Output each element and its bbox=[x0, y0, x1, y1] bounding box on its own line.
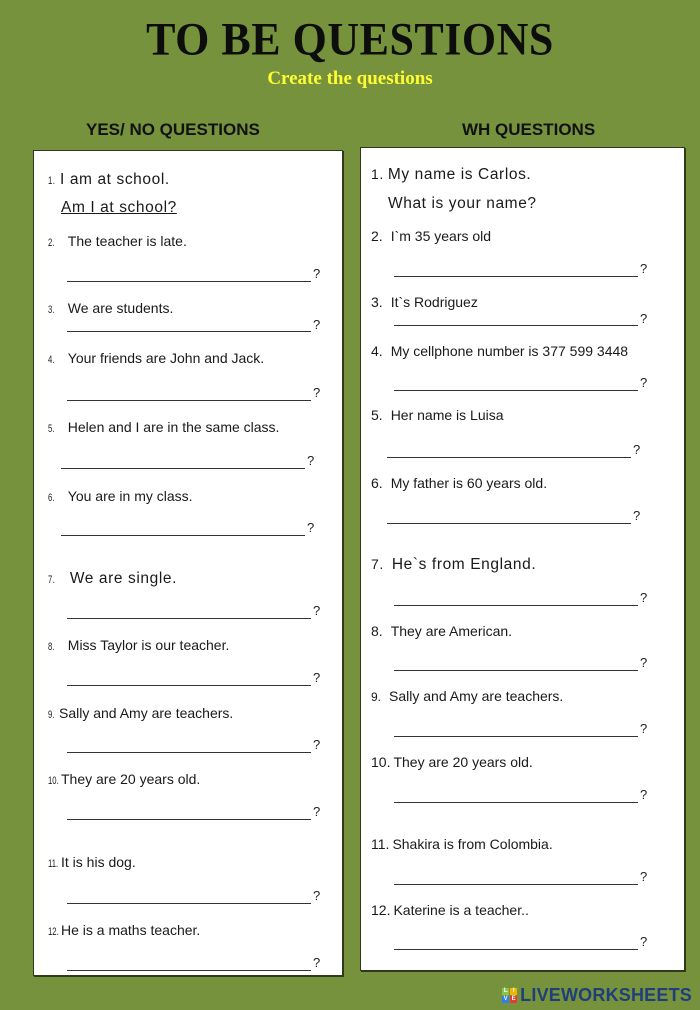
item-number: 6. bbox=[371, 475, 383, 491]
answer-blank[interactable] bbox=[394, 736, 638, 737]
item-text: I am at school. bbox=[60, 171, 170, 188]
item-text: Helen and I are in the same class. bbox=[67, 419, 280, 435]
item-number: 6. bbox=[48, 492, 55, 504]
question-item bbox=[48, 570, 177, 588]
answer-blank[interactable] bbox=[394, 949, 638, 950]
item-number: 12. bbox=[48, 926, 59, 938]
item-text: I`m 35 years old bbox=[390, 228, 492, 244]
item-text: My cellphone number is 377 599 3448 bbox=[390, 343, 629, 359]
page-subtitle: Create the questions bbox=[267, 68, 433, 89]
item-number: 3. bbox=[48, 304, 55, 316]
item-number: 7. bbox=[48, 574, 56, 586]
answer-blank[interactable] bbox=[61, 535, 305, 536]
question-item bbox=[371, 166, 531, 184]
item-text: They are 20 years old. bbox=[393, 754, 533, 770]
item-text: Her name is Luisa bbox=[390, 407, 504, 423]
item-number: 4. bbox=[371, 343, 383, 359]
question-item bbox=[371, 754, 533, 770]
answer-blank[interactable] bbox=[67, 331, 311, 332]
item-text: He`s from England. bbox=[391, 556, 537, 573]
wh-panel bbox=[360, 147, 685, 971]
item-text: He is a maths teacher. bbox=[61, 922, 201, 938]
question-item bbox=[371, 343, 628, 359]
question-mark: ? bbox=[640, 375, 648, 390]
item-text: My father is 60 years old. bbox=[390, 475, 548, 491]
item-number: 1. bbox=[48, 175, 56, 187]
question-mark: ? bbox=[307, 520, 315, 535]
question-item bbox=[371, 688, 563, 704]
item-number: 10. bbox=[371, 754, 391, 770]
question-item bbox=[48, 705, 233, 721]
logo-letter: L bbox=[503, 988, 508, 994]
item-number: 3. bbox=[371, 294, 383, 310]
answer-blank[interactable] bbox=[67, 685, 311, 686]
item-text: It is his dog. bbox=[61, 854, 136, 870]
item-text: Katerine is a teacher.. bbox=[393, 902, 529, 918]
answer-blank[interactable] bbox=[394, 670, 638, 671]
logo-letter: I bbox=[510, 988, 517, 995]
question-mark: ? bbox=[313, 317, 321, 332]
logo-letter: V bbox=[503, 996, 508, 1002]
item-text: We are single. bbox=[69, 570, 178, 587]
answer-blank[interactable] bbox=[394, 325, 638, 326]
item-number: 1. bbox=[371, 166, 384, 182]
answer-blank[interactable] bbox=[394, 390, 638, 391]
question-item bbox=[371, 836, 553, 852]
item-text: They are 20 years old. bbox=[61, 771, 201, 787]
question-item bbox=[371, 556, 536, 574]
question-mark: ? bbox=[640, 261, 648, 276]
question-mark: ? bbox=[640, 934, 648, 949]
item-number: 8. bbox=[371, 623, 383, 639]
yes-no-panel bbox=[33, 150, 343, 976]
item-number: 8. bbox=[48, 641, 55, 653]
item-number: 5. bbox=[371, 407, 383, 423]
logo-letter: E bbox=[511, 996, 516, 1002]
example-answer: Am I at school? bbox=[61, 199, 177, 216]
question-mark: ? bbox=[633, 508, 641, 523]
question-mark: ? bbox=[633, 442, 641, 457]
liveworksheets-logo bbox=[502, 985, 692, 1006]
question-mark: ? bbox=[307, 453, 315, 468]
answer-blank[interactable] bbox=[67, 903, 311, 904]
answer-blank[interactable] bbox=[67, 752, 311, 753]
question-mark: ? bbox=[313, 737, 321, 752]
question-item bbox=[48, 233, 187, 249]
question-item bbox=[48, 419, 279, 435]
yes-no-heading: YES/ NO QUESTIONS bbox=[86, 120, 260, 139]
question-mark: ? bbox=[313, 955, 321, 970]
question-item bbox=[371, 294, 478, 310]
answer-blank[interactable] bbox=[61, 468, 305, 469]
answer-blank[interactable] bbox=[67, 618, 311, 619]
question-item bbox=[48, 922, 200, 938]
answer-blank[interactable] bbox=[394, 884, 638, 885]
item-number: 4. bbox=[48, 354, 55, 366]
item-number: 5. bbox=[48, 423, 55, 435]
wh-heading: WH QUESTIONS bbox=[462, 120, 596, 139]
page-title: TO BE QUESTIONS bbox=[146, 13, 554, 66]
question-item bbox=[371, 228, 491, 244]
item-text: Sally and Amy are teachers. bbox=[59, 705, 234, 721]
question-mark: ? bbox=[640, 721, 648, 736]
question-item bbox=[48, 300, 173, 316]
item-number: 2. bbox=[371, 228, 383, 244]
question-mark: ? bbox=[640, 869, 648, 884]
item-text: Miss Taylor is our teacher. bbox=[67, 637, 230, 653]
answer-blank[interactable] bbox=[67, 970, 311, 971]
answer-blank[interactable] bbox=[387, 457, 631, 458]
question-item bbox=[48, 171, 170, 189]
question-item bbox=[371, 623, 512, 639]
answer-blank[interactable] bbox=[387, 523, 631, 524]
question-mark: ? bbox=[313, 266, 321, 281]
answer-blank[interactable] bbox=[394, 276, 638, 277]
question-item bbox=[371, 407, 504, 423]
question-mark: ? bbox=[313, 670, 321, 685]
item-number: 2. bbox=[48, 237, 55, 249]
item-text: It`s Rodriguez bbox=[390, 294, 478, 310]
question-item bbox=[48, 637, 229, 653]
logo-icon bbox=[502, 988, 517, 1003]
item-number: 11. bbox=[371, 836, 390, 852]
answer-blank[interactable] bbox=[394, 802, 638, 803]
item-number: 10. bbox=[48, 775, 59, 787]
item-number: 12. bbox=[371, 902, 391, 918]
answer-blank[interactable] bbox=[67, 281, 311, 282]
question-item bbox=[371, 475, 547, 491]
item-number: 9. bbox=[371, 690, 382, 704]
item-text: Shakira is from Colombia. bbox=[392, 836, 553, 852]
question-item bbox=[48, 350, 264, 366]
logo-text: LIVEWORKSHEETS bbox=[520, 985, 692, 1005]
question-item bbox=[371, 902, 529, 918]
item-text: You are in my class. bbox=[67, 488, 193, 504]
question-item bbox=[48, 771, 200, 787]
question-mark: ? bbox=[313, 888, 321, 903]
item-number: 11. bbox=[48, 858, 59, 870]
item-text: Sally and Amy are teachers. bbox=[389, 688, 564, 704]
item-text: My name is Carlos. bbox=[387, 166, 532, 183]
question-item bbox=[48, 488, 193, 504]
item-text: They are American. bbox=[390, 623, 513, 639]
question-mark: ? bbox=[640, 590, 648, 605]
question-mark: ? bbox=[313, 385, 321, 400]
example-answer: What is your name? bbox=[388, 195, 537, 212]
question-mark: ? bbox=[640, 311, 648, 326]
item-text: Your friends are John and Jack. bbox=[67, 350, 265, 366]
item-number: 9. bbox=[48, 709, 55, 721]
question-mark: ? bbox=[640, 787, 648, 802]
item-text: The teacher is late. bbox=[67, 233, 187, 249]
question-mark: ? bbox=[313, 804, 321, 819]
answer-blank[interactable] bbox=[394, 605, 638, 606]
answer-blank[interactable] bbox=[67, 819, 311, 820]
item-text: We are students. bbox=[67, 300, 174, 316]
question-mark: ? bbox=[313, 603, 321, 618]
question-item bbox=[48, 854, 136, 870]
item-number: 7. bbox=[371, 556, 384, 572]
question-mark: ? bbox=[640, 655, 648, 670]
answer-blank[interactable] bbox=[67, 400, 311, 401]
